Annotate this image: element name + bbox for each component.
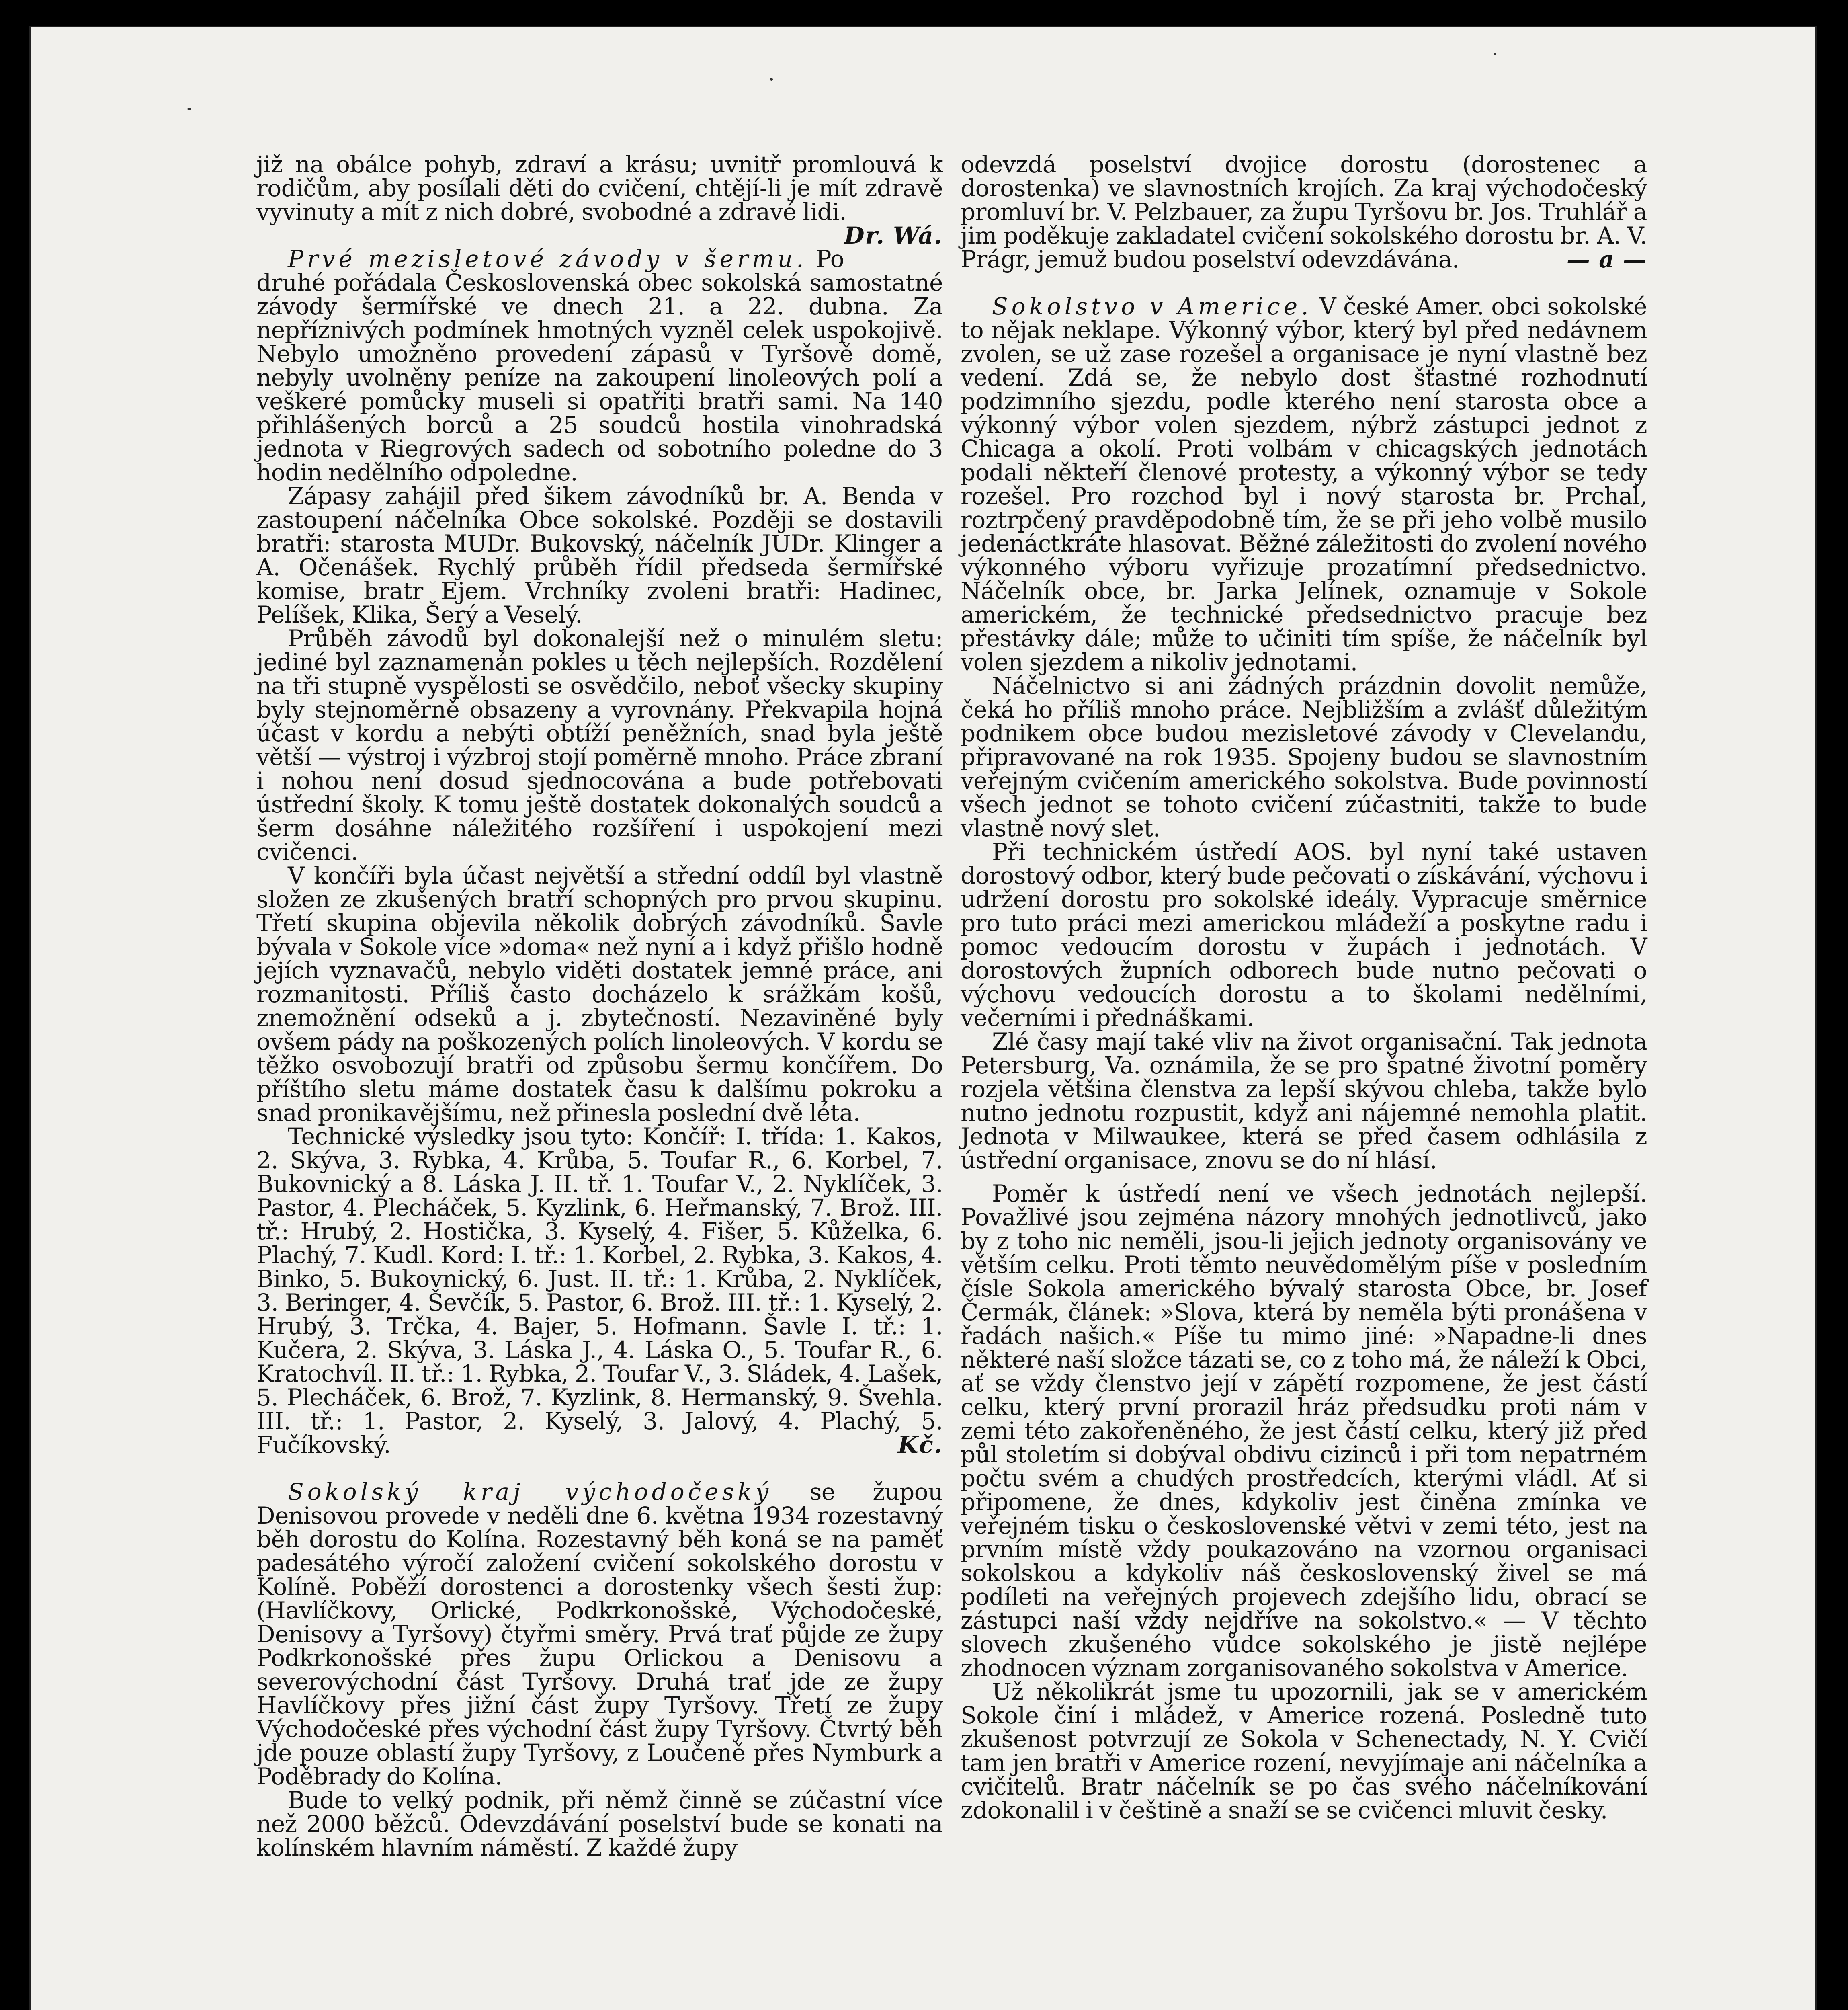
america-paragraph: Zlé časy mají také vliv na život organisační. Tak jednota Petersburg, Va. oznámila, že se pro špatné životní poměry rozjela většina členstva za lepší skývou chleba, takže bylo nutno jednotu rozpustit, když ani nájemné nemohla platit. Jednota v Milwaukee, která se před časem odhlásila z ústřední organisace, znovu se do ní hlásí.: [961, 1028, 1647, 1174]
fencing-text: Po druhé pořádala Československá obec sokolská samostatné závody šermířské ve dnech 21. a 22. dubna. Za nepříznivých podmínek hmotných vyzněl celek uspokojivě. Nebylo umožněno provedení zápasů v Tyršově domě, nebyly uvolněny peníze na zakoupení linoleových polí a veškeré pomůcky museli si opatřiti bratři sami. Na 140 přihlášených borců a 25 soudců hostila vinohradská jednota v Riegrových sadech od sobotního poledne do 3 hodin nedělního odpoledne.: [256, 245, 943, 486]
results-list: Končíř: I. třída: 1. Kakos, 2. Skýva, 3. Rybka, 4. Krůba, 5. Toufar R., 6. Korbel, 7. Bukovnický a 8. Láska J. II. tř. 1. Toufar V., 2. Nyklíček, 3. Pastor, 4. Plecháček, 5. Kyzlink, 6. Heřmanský, 7. Brož. III. tř.: Hrubý, 2. Hostička, 3. Kyselý, 4. Fišer, 5. Kůželka, 6. Plachý, 7. Kudl. Kord: I. tř.: 1. Korbel, 2. Rybka, 3. Kakos, 4. Binko, 5. Bukovnický, 6. Just. II. tř.: 1. Krůba, 2. Nyklíček, 3. Beringer, 4. Ševčík, 5. Pastor, 6. Brož. III. tř.: 1. Kyselý, 2. Hrubý, 3. Trčka, 4. Bajer, 5. Hofmann. Šavle I. tř.: 1. Kučera, 2. Skýva, 3. Láska J., 4. Láska O., 5. Toufar R., 6. Kratochvíl. II. tř.: 1. Rybka, 2. Toufar V., 3. Sládek, 4. Lašek, 5. Plecháček, 6. Brož, 7. Kyzlink, 8. Hermanský, 9. Švehla. III. tř.: 1. Pastor, 2. Kyselý, 3. Jalový, 4. Plachý, 5. Fučíkovský.: [256, 1123, 943, 1458]
region-heading: Sokolský kraj východočeský: [288, 1478, 772, 1505]
fencing-heading: Prvé mezisletové závody v šermu.: [288, 245, 807, 273]
fencing-paragraph: Průběh závodů byl dokonalejší než o minulém sletu: jediné byl zaznamenán pokles u těch nejlepších. Rozdělení na tři stupně vyspělosti se osvědčilo, neboť všecky skupiny byly stejnoměrně obsazeny a vyrovnány. Překvapila hojná účast v kordu a nebýti obtíží peněžních, snad byla ještě větší — výstroj i výzbroj stojí poměrně mnoho. Práce zbraní i nohou není dosud sjednocována a bude potřebovati ústřední školy. K tomu ještě dostatek dokonalých soudců a šerm dosáhne náležitého rozšíření i uspokojení mezi cvičenci.: [256, 625, 943, 866]
region-paragraph: [256, 1480, 943, 1788]
region-signature: — a —: [1567, 246, 1647, 273]
results-signature: Kč.: [898, 1431, 943, 1458]
print-speck: [1494, 53, 1496, 55]
results-lead: Technické výsledky jsou tyto:: [288, 1123, 633, 1150]
fencing-paragraph: Zápasy zahájil před šikem závodníků br. A. Benda v zastoupení náčelníka Obce sokolské. Později se dostavili bratři: starosta MUDr. Bukovský, náčelník JUDr. Klinger a A. Očenášek. Rychlý průběh řídil předseda šermířské komise, bratr Ejem. Vrchníky zvoleni bratři: Hadinec, Pelíšek, Klika, Šerý a Veselý.: [256, 482, 943, 628]
region-paragraph: Bude to velký podnik, při němž činně se zúčastní více než 2000 běžců. Odevzdávání poselství bude se konati na kolínském hlavním náměstí. Z každé župy: [256, 1786, 943, 1861]
america-paragraph: Už několikrát jsme tu upozornili, jak se v americkém Sokole činí i mládež, v Americe rozená. Posledně tuto zkušenost potvrzují ze Sokola v Schenectady, N. Y. Cvičí tam jen bratři v Americe rození, nevyjímaje ani náčelníka a cvičitelů. Bratr náčelník se po čas svého náčelníkování zdokonalil i v češtině a snaží se se cvičenci mluvit česky.: [961, 1678, 1647, 1824]
america-text: V české Amer. obci sokolské to nějak neklape. Výkonný výbor, který byl před nedávnem zvolen, se už zase rozešel a organisace je nyní vlastně bez vedení. Zdá se, že nebylo dost šťastné rozhodnutí podzimního sjezdu, podle kterého není starosta obce a výkonný výbor volen sjezdem, nýbrž zástupci jednot z Chicaga a okolí. Proti volbám v chicagských jednotách podali někteří členové protesty, a výkonný výbor se tedy rozešel. Pro rozchod byl i nový starosta br. Prchal, roztrpčený pravděpodobně tím, že se při jeho volbě musilo jedenáctkráte hlasovat. Běžné záležitosti do zvolení nového výkonného výboru vyřizuje prozatímní předsednictvo. Náčelník obce, br. Jarka Jelínek, oznamuje v Sokole americkém, že technické předsednictvo pracuje bez přestávky dále; může to učiniti tím spíše, že náčelník byl volen sjezdem a nikoliv jednotami.: [961, 293, 1647, 676]
intro-text: již na obálce pohyb, zdraví a krásu; uvnitř promlouvá k rodičům, aby posílali děti do cvičení, chtějí-li je mít zdravě vyvinuty a mít z nich dobré, svobodné a zdravé lidi.: [256, 151, 943, 226]
intro-paragraph: [256, 151, 943, 249]
region-text: se župou Denisovou provede v neděli dne 6. května 1934 rozestavný běh dorostu do Kolína. Rozestavný běh koná se na paměť padesátého výročí založení cvičení sokolského dorostu v Kolíně. Poběží dorostenci a dorostenky všech šesti žup: (Havlíčkovy, Orlické, Podkrkonošské, Východočeské, Denisovy a Tyršovy) čtyřmi směry. Prvá trať půjde ze župy Podkrkonošské přes župu Orlickou a Denisovu a severovýchodní část Tyršovy. Druhá trať jde ze župy Havlíčkovy přes jižní část župy Tyršovy. Třetí ze župy Východočeské přes východní část župy Tyršovy. Čtvrtý běh jde pouze oblastí župy Tyršovy, z Loučeně přes Nymburk a Poděbrady do Kolína.: [256, 1478, 943, 1790]
right-column: [961, 153, 1647, 1822]
america-paragraph: Náčelnictvo si ani žádných prázdnin dovolit nemůže, čeká ho příliš mnoho práce. Nejbližším a zvlášť důležitým podnikem obce budou mezisletové závody v Clevelandu, připravované na rok 1935. Spojeny budou se slavnostním veřejným cvičením amerického sokolstva. Bude povinností všech jednot se tohoto cvičení zúčastniti, takže to bude vlastně nový slet.: [961, 672, 1647, 842]
print-speck: [770, 78, 773, 81]
america-heading: Sokolstvo v Americe.: [992, 293, 1312, 320]
region-continuation-text: odevzdá poselství dvojice dorostu (dorostenec a dorostenka) ve slavnostních krojích. Za kraj východočeský promluví br. V. Pelzbauer, za župu Tyršovu br. Jos. Truhlář a jim poděkuje zakladatel cvičení sokolského dorostu br. A. V. Prágr, jemuž budou poselství odevzdávána.: [961, 151, 1647, 273]
fencing-paragraph: [256, 247, 943, 484]
america-paragraph: Při technickém ústředí AOS. byl nyní také ustaven dorostový odbor, který bude pečovati o získávání, výchovu i udržení dorostu pro sokolské ideály. Vypracuje směrnice pro tuto práci mezi americkou mládeží a poskytne radu i pomoc vedoucím dorostu v župách i jednotách. V dorostových župních odborech bude nutno pečovati o výchovu vedoucích dorostu a to školami nedělními, večerními i přednáškami.: [961, 838, 1647, 1032]
results-paragraph: [256, 1125, 943, 1457]
print-speck: [187, 108, 191, 110]
intro-signature: Dr. Wá.: [844, 222, 943, 249]
left-column: [256, 153, 943, 1860]
region-continuation: [961, 153, 1647, 271]
america-paragraph: Poměr k ústředí není ve všech jednotách nejlepší. Považlivé jsou zejména názory mnohých jednotlivců, jako by z toho nic neměli, jsou-li jejich jednoty organisovány ve větším celku. Proti těmto neuvědomělým píše v posledním čísle Sokola amerického bývalý starosta Obce, br. Josef Čermák, článek: »Slova, která by neměla býti pronášena v řadách našich.« Píše tu mimo jiné: »Napadne-li dnes některé naší složce tázati se, co z toho má, že náleží k Obci, ať se vždy členstvo její v zápětí rozpomene, že jest částí celku, který první prorazil hráz předsudku proti nám v zemi této zakořeněného, že jest částí celku, který již před půl stoletím si dobýval obdivu cizinců i při tom nepatrném počtu svém a chudých prostředcích, kterými vládl. Ať si připomene, že dnes, kdykoliv jest činěna zmínka ve veřejném tisku o československé větvi v zemi této, jest na prvním místě vždy poukazováno na vzornou organisaci sokolskou a kdykoliv náš československý živel se má podíleti na veřejných projevech zdejšího lidu, obrací se zástupci naší vždy nejdříve na sokolstvo.« — V těchto slovech zkušeného vůdce sokolského je jistě nejlépe zhodnocen význam zorganisovaného sokolstva v Americe.: [961, 1180, 1647, 1682]
america-paragraph: [961, 295, 1647, 674]
fencing-paragraph: V končíři byla účast největší a střední oddíl byl vlastně složen ze zkušených bratří schopných pro prvou skupinu. Třetí skupina objevila několik dobrých závodníků. Šavle bývala v Sokole více »doma« než nyní a i když přišlo hodně jejích vyznavačů, nebylo viděti dostatek jemné práce, ani rozmanitosti. Příliš často docházelo k srážkám košů, znemožnění odseků a j. zbytečností. Nezaviněné byly ovšem pády na poškozených polích linoleových. V kordu se těžko osvobozují bratři od způsobu šermu končířem. Do příštího sletu máme dostatek času k dalšímu pokroku a snad pronikavějšímu, než přinesla poslední dvě léta.: [256, 862, 943, 1126]
